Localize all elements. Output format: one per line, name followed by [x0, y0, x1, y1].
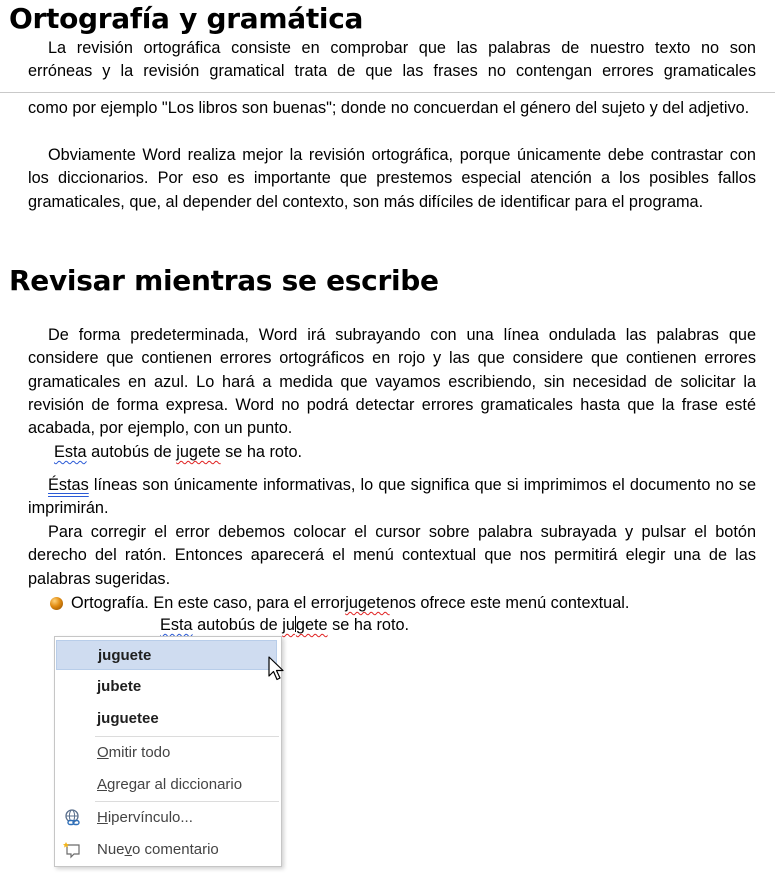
example-sentence	[54, 441, 302, 463]
word-part: ju	[282, 616, 295, 634]
menu-item-label: Agregar al diccionario	[97, 776, 243, 793]
bullet-text: nos ofrece este menú contextual.	[389, 594, 630, 612]
paragraph-word-revision: Obviamente Word realiza mejor la revisión ortográfica, porque únicamente debe contrastar con los diccionarios. Por eso es importante que prestemos especial atención a los posibles fallos gramaticales, que, al depender del contexto, son más difíciles de identificar para el programa.	[28, 146, 756, 211]
mouse-pointer-icon	[268, 656, 286, 682]
menu-item-label: Hipervínculo...	[97, 809, 193, 826]
menu-item-new-comment[interactable]	[55, 835, 281, 865]
word-part: gete	[295, 616, 328, 634]
menu-item-label: Omitir todo	[97, 744, 171, 761]
new-comment-icon	[63, 841, 83, 859]
spelling-error-word[interactable]: jugete	[345, 594, 390, 612]
example-text: autobús de	[192, 616, 283, 634]
paragraph-continued: como por ejemplo "Los libros son buenas"; donde no concuerdan el género del sujeto y del adjetivo.	[28, 99, 750, 117]
menu-item-label: jubete	[97, 678, 142, 695]
paragraph-correct-error: Para corregir el error debemos colocar el cursor sobre palabra subrayada y pulsar el botón derecho del ratón. Entonces aparecerá el menú contextual que nos permitirá elegir una de las palabras sugeridas.	[28, 523, 756, 588]
paragraph-line: La revisión ortográfica consiste en comprobar que las palabras de nuestro texto no son	[48, 39, 756, 57]
paragraph-line: erróneas y la revisión gramatical trata de que las frases no contengan errores gramaticales	[28, 62, 756, 80]
grammar-error-word[interactable]: Esta	[160, 616, 193, 634]
page-break-line	[0, 92, 775, 93]
heading-revisar-mientras-escribe: Revisar mientras se escribe	[9, 264, 439, 297]
bullet-ortografia	[50, 592, 629, 615]
menu-item-suggestion-juguete[interactable]	[56, 640, 277, 670]
globe-link-icon	[63, 809, 83, 827]
menu-item-omit-all[interactable]	[55, 738, 281, 768]
example-text: se ha roto.	[220, 443, 303, 461]
menu-item-label: juguete	[98, 647, 152, 664]
menu-item-suggestion-jubete[interactable]	[55, 672, 281, 702]
menu-item-suggestion-juguetee[interactable]	[55, 704, 281, 734]
paragraph-informative	[28, 474, 756, 521]
spelling-error-word[interactable]	[282, 616, 327, 634]
bullet-icon	[50, 597, 63, 610]
example-sentence	[160, 614, 409, 636]
menu-item-label: Nuevo comentario	[97, 841, 219, 858]
paragraph-default-underline: De forma predeterminada, Word irá subrayando con una línea ondulada las palabras que considere que contienen errores ortográficos en rojo y las que considere que contienen errores gramaticales en azul. Lo hará a medida que vayamos escribiendo, sin necesidad de solicitar la revisión de forma expresa. Word no podrá detectar errores gramaticales hasta que la frase esté acabada, por ejemplo, con un punto.	[28, 326, 756, 438]
menu-item-add-to-dictionary[interactable]	[55, 770, 281, 800]
grammar-error-word[interactable]: Éstas	[48, 476, 89, 494]
menu-item-hyperlink[interactable]	[55, 803, 281, 833]
grammar-error-word[interactable]: Esta	[54, 443, 87, 461]
menu-item-label: juguetee	[97, 710, 159, 727]
context-menu	[54, 636, 282, 867]
spelling-error-word[interactable]: jugete	[176, 443, 221, 461]
heading-ortografia-gramatica: Ortografía y gramática	[9, 2, 364, 35]
paragraph-text: líneas son únicamente informativas, lo que significa que si imprimimos el documento no se imprimirán.	[28, 476, 756, 518]
bullet-text: Ortografía. En este caso, para el error	[71, 594, 346, 612]
menu-separator	[95, 736, 279, 737]
menu-separator	[95, 801, 279, 802]
example-text: autobús de	[86, 443, 177, 461]
example-text: se ha roto.	[327, 616, 410, 634]
